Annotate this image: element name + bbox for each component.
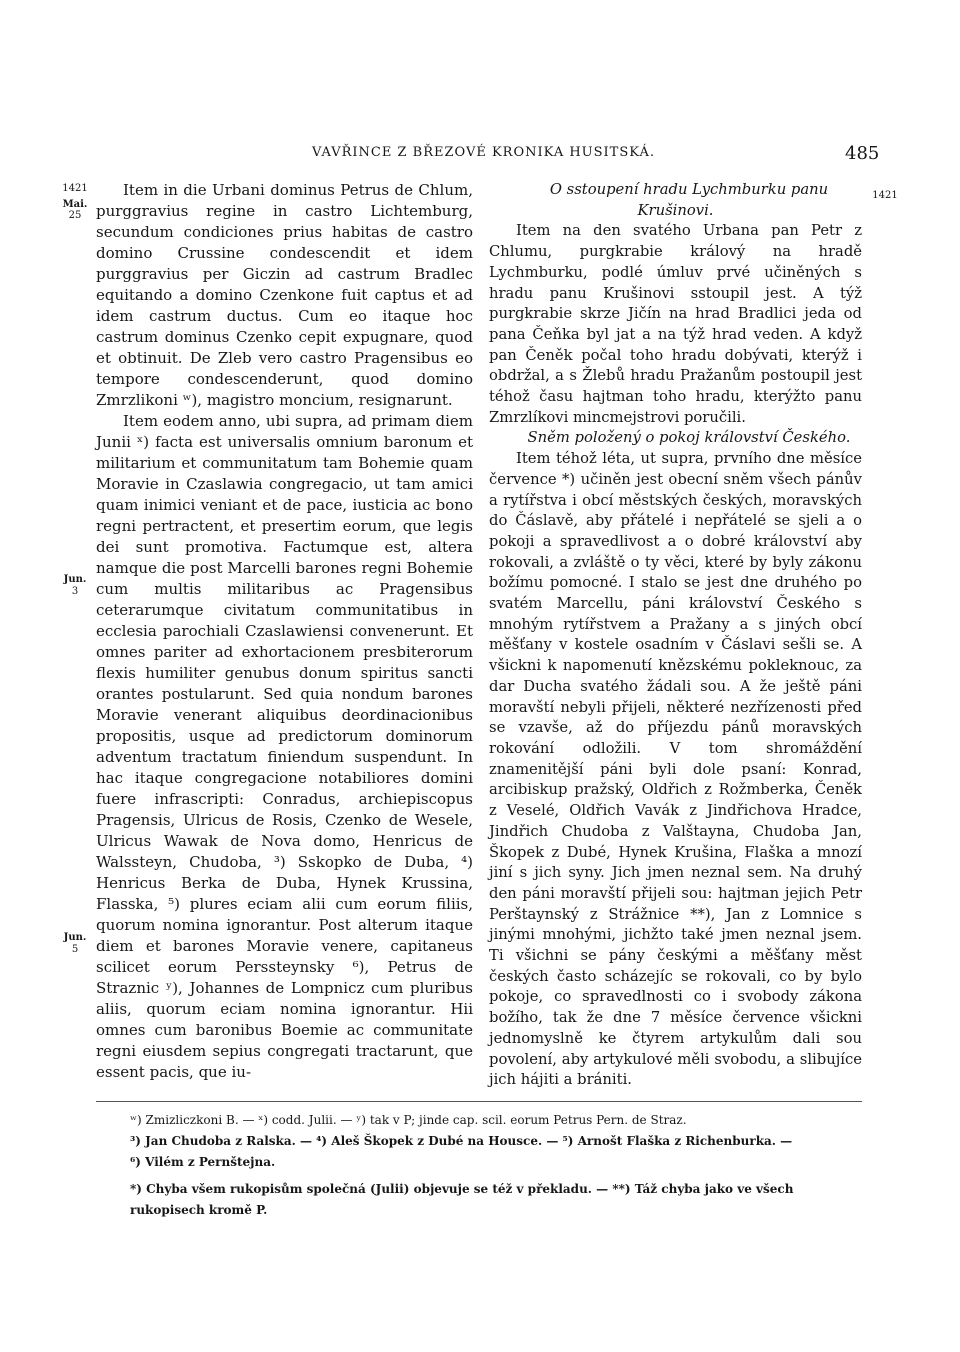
margin-jun-day-2: 5 bbox=[71, 944, 79, 955]
latin-paragraph-1: Item in die Urbani dominus Petrus de Chlum, purggravius regine in castro Lichtemburg, secundum condiciones prius habitas de castro domino Crussine condescendit et idem purggravius per Giczin ad castrum Bradlec equitando a domino Czenkone fuit captus et ad idem castrum ductus. Cum eo itaque hoc castrum dominus Czenko cepit expugnare, quod et obtinuit. De Zleb vero castro Pragensibus eo tempore condescenderunt, quod domino Zmrzlikoni ʷ), magistro moncium, resignarunt. bbox=[96, 181, 473, 409]
running-title: VAVŘINCE Z BŘEZOVÉ KRONIKA HUSITSKÁ. bbox=[312, 145, 655, 160]
margin-year-right: 1421 bbox=[872, 190, 898, 201]
czech-paragraph-1: Item na den svatého Urbana pan Petr z Chlumu, purgkrabie králový na hradě Lychmburku, podlé úmluv prvé učiněných s hradu panu Krušinovi sstoupil jest. A týž purgkrabie skrze Jičín na hrad Bradlici jeda od pana Čeňka byl jat a na týž hrad veden. A když pan Čeněk počal toho hradu dobývati, kterýž i obdržal, a s Žlebů hradu Pražanům postoupil jest téhož času hajtman toho hradu, kterýžto panu Zmrzlíkovi mincmejstrovi poručili. bbox=[489, 222, 862, 426]
footnote-divider bbox=[96, 1101, 862, 1102]
margin-year-left: 1421 bbox=[62, 183, 88, 194]
footnotes bbox=[130, 1110, 862, 1221]
margin-jun-label-1: Jun. bbox=[63, 574, 87, 585]
czech-paragraph-2: Item téhož léta, ut supra, prvního dne měsíce července *) učiněn jest obecní sněm všech pánův a rytířstva i obcí městských českých, moravských do Čáslavě, aby přátelé i nepřátelé se sjeli a o pokoji a spravedlivost a o dobré království aby rokovali, a zvláště o ty věci, které by byly zákonu božímu pomocné. I stalo se jest dne druhého po svatém Marcellu, páni království Českého s mnohým rytířstvem a Pražany a s jiných obcí měšťany v kostele osadním v Čáslavi sešli se. A všickni k napomenutí knězskému pokleknouc, za dar Ducha svatého žádali sou. A že ještě páni moravští nebyli přijeli, některé nezřízenosti před se vzavše, až do příjezdu pánů moravských rokování odložili. V tom shromáždění znamenitější páni byli dole psaní: Konrad, arcibiskup pražský, Oldřich z Rožmberka, Čeněk z Veselé, Oldřich Vavák z Jindřichova Hradce, Jindřich Chudoba z Valštayna, Chudoba Jan, Škopek z Dubé, Hynek Krušina, Flaška a mnozí jiní s jich syny. Jich jmen neznal sem. Na druhý den páni moravští přijeli sou: hajtman jejich Petr Perštaynský z Strážnice **), Jan z Lomnice s jinými mnohými, jichžto také jmen neznal jsem. Ti všichni se pány českými a měšťany měst českých často scházejíc se rokovali, co by bylo pokoje, co spravedlnosti co i svobody zákona božího, tak že dne 7 měsíce července všickni jednomyslně ke čtyrem artykulům dali sou povolení, aby artykulové měli svobodu, a slibujíce jich hájiti a brániti. bbox=[489, 450, 862, 1089]
footnote-line-2: ³) Jan Chudoba z Ralska. — ⁴) Aleš Škopek z Dubé na Housce. — ⁵) Arnošt Flaška z Richenburka. — bbox=[130, 1134, 793, 1148]
margin-jun-label-2: Jun. bbox=[63, 932, 87, 943]
margin-mai-label: Mai. bbox=[62, 199, 88, 210]
czech-column bbox=[489, 180, 862, 1091]
section-heading-1: O sstoupení hradu Lychmburku panu Krušinovi. bbox=[549, 181, 829, 219]
margin-jun-day-1: 3 bbox=[71, 586, 79, 597]
footnote-line-4: *) Chyba všem rukopisům společná (Julii) objevuje se též v překladu. — **) Táž chyba jako ve všech rukopisech kromě P. bbox=[130, 1182, 794, 1217]
latin-paragraph-2: Item eodem anno, ubi supra, ad primam diem Junii ˣ) facta est universalis omnium baronum et militarium et communitatum tam Bohemie quam Moravie in Czaslawia congregacio, ut tam amici quam inimici veniant et de pace, iusticia ac bono regni pertractent, et presertim eorum, que legis dei sunt promotiva. Factumque est, altera namque die post Marcelli barones regni Bohemie cum multis militaribus ac Pragensibus ceterarumque civitatum communitatibus in ecclesia parochiali Czaslawiensi convenerunt. Et omnes pariter ad exhortacionem presbiterorum flexis humiliter genubus donum spiritus sancti orantes postularunt. Sed quia nondum barones Moravie venerant aliquibus deordinacionibus propositis, usque ad predictorum dominorum adventum tractatum finiendum suspendunt. In hac itaque congregacione notabiliores domini fuere infrascripti: Conradus, archiepiscopus Pragensis, Ulricus de Rosis, Czenko de Wesele, Ulricus Wawak de Nova domo, Henricus de Walssteyn, Chudoba, ³) Sskopko de Duba, ⁴) Henricus Berka de Duba, Hynek Krussina, Flasska, ⁵) plures eciam alii cum eorum filiis, quorum nomina ignorantur. Post alterum itaque diem et barones Moravie venere, capitaneus scilicet eorum Perssteynsky ⁶), Petrus de Straznic ʸ), Johannes de Lompnicz cum pluribus aliis, quorum eciam nomina ignorantur. Hii omnes cum baronibus Boemie ac communitate regni eiusdem sepius congregati tractarunt, que essent pacis, que iu- bbox=[96, 412, 473, 1081]
margin-mai-day: 25 bbox=[68, 210, 82, 221]
page-number: 485 bbox=[845, 143, 880, 164]
page-header bbox=[0, 143, 960, 167]
section-heading-2: Sněm položený o pokoj království Českého. bbox=[527, 429, 851, 447]
footnote-line-3: ⁶) Vilém z Pernštejna. bbox=[130, 1155, 276, 1169]
latin-column bbox=[96, 180, 473, 1083]
footnote-line-1: ʷ) Zmizliczkoni B. — ˣ) codd. Julii. — ʸ) tak v P; jinde cap. scil. eorum Petrus Pern. de Straz. bbox=[130, 1113, 687, 1127]
